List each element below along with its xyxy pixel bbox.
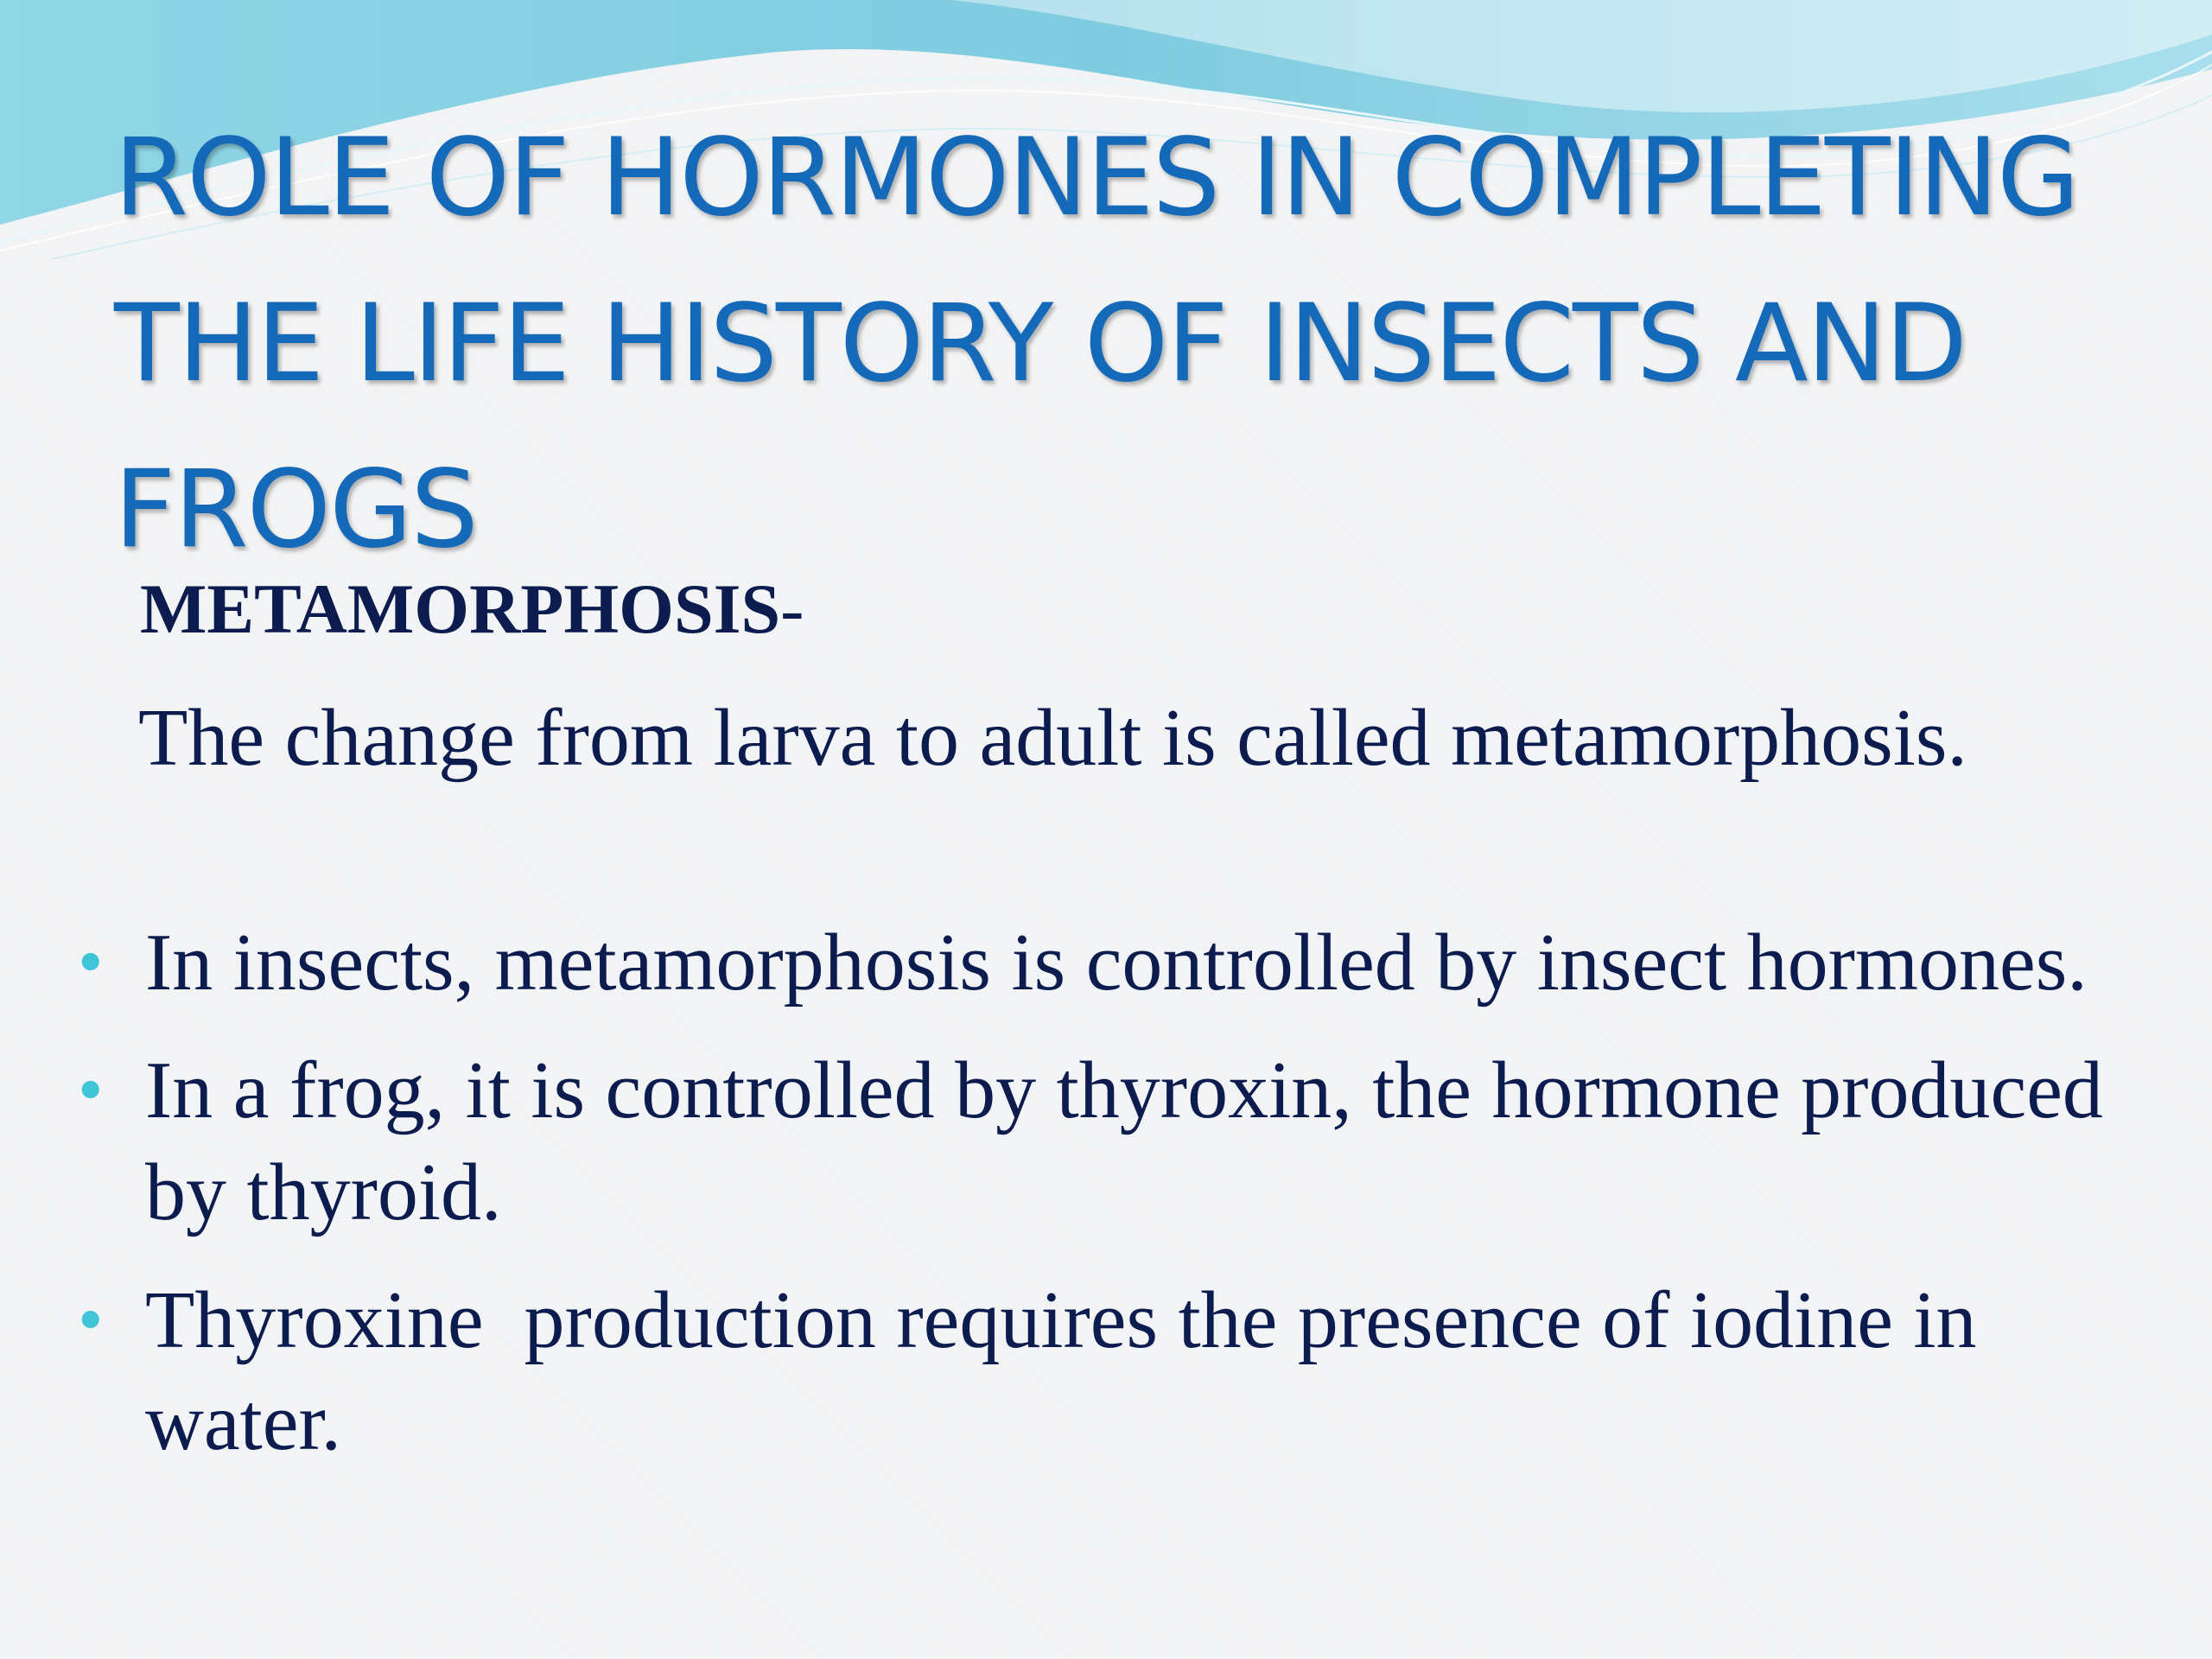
bullet-item — [0, 912, 2150, 1014]
bullet-text: In insects, metamorphosis is controlled by insect hormones. — [145, 918, 2088, 1007]
bullet-text: Thyroxine production requires the presence of iodine in water. — [145, 1275, 1998, 1467]
bullet-dot-icon: • — [78, 1280, 104, 1360]
bullet-dot-icon: • — [78, 1050, 104, 1130]
subheading-text: METAMORPHOSIS — [140, 569, 781, 648]
bullet-item — [0, 1039, 2150, 1243]
slide-title: ROLE OF HORMONES IN COMPLETING THE LIFE HISTORY OF INSECTS AND FROGS — [114, 116, 2079, 572]
bullet-text: In a frog, it is controlled by thyroxin, the hormone produced by thyroid. — [145, 1046, 2103, 1237]
bullet-item — [0, 1269, 2150, 1473]
subheading-dash: - — [780, 569, 804, 648]
subheading — [140, 566, 804, 652]
bullet-list — [0, 912, 2150, 1499]
definition-paragraph: The change from larva to adult is called metamorphosis. — [138, 693, 1967, 783]
bullet-dot-icon: • — [78, 922, 104, 1002]
